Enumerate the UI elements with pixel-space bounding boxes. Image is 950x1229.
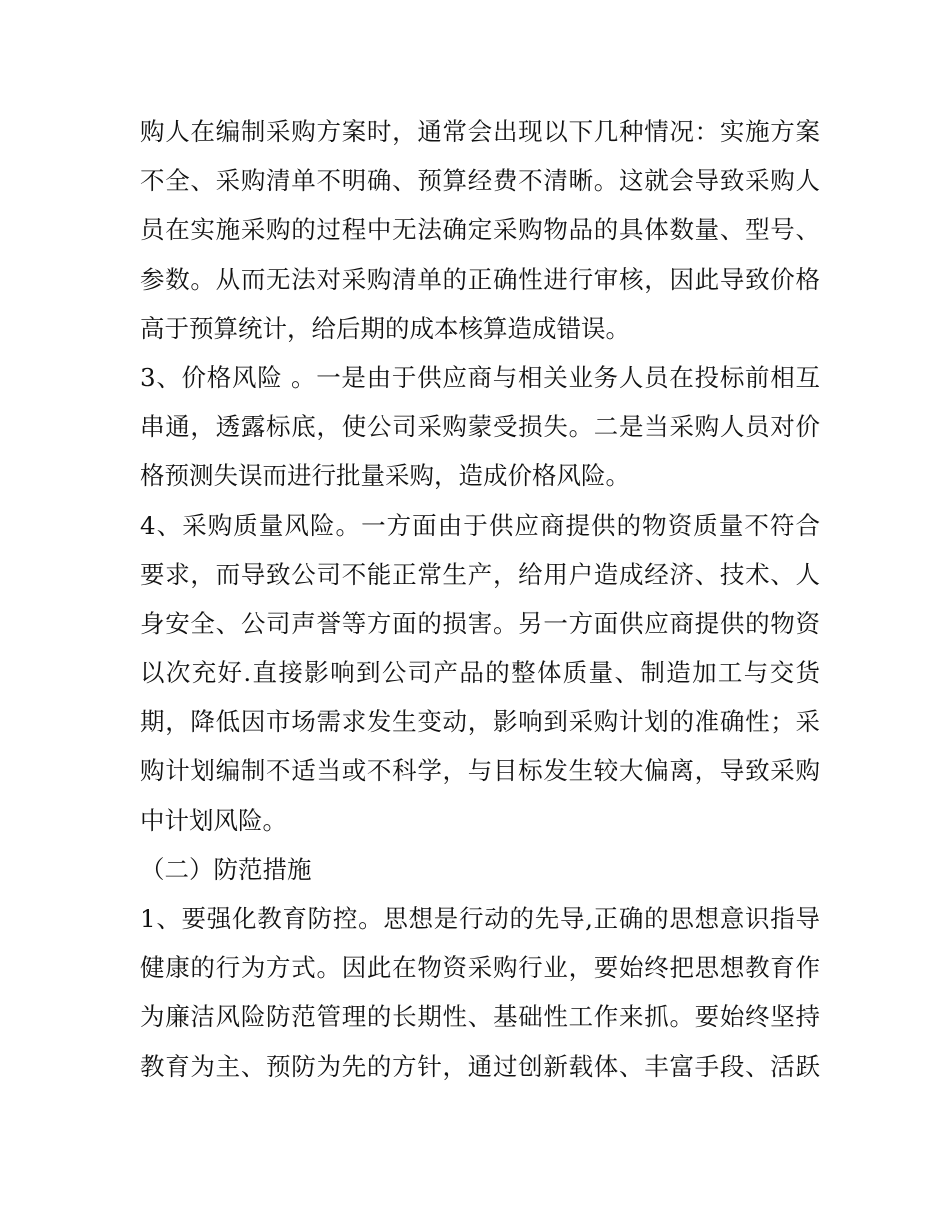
text-line: 购人在编制采购方案时，通常会出现以下几种情况：实施方案 <box>140 117 820 146</box>
section-heading: （二）防范措施 <box>140 854 312 884</box>
text-line: 1、要强化教育防控。思想是行动的先导,正确的思想意识指导 <box>140 904 820 933</box>
text-line: 健康的行为方式。因此在物资采购行业，要始终把思想教育作 <box>140 953 820 983</box>
text-line: 员在实施采购的过程中无法确定采购物品的具体数量、型号、 <box>140 215 820 245</box>
text-line: 以次充好.直接影响到公司产品的整体质量、制造加工与交货 <box>140 658 820 688</box>
text-line: 3、价格风险 。一是由于供应商与相关业务人员在投标前相互 <box>140 362 820 392</box>
body-text <box>140 107 820 1091</box>
text-line: 格预测失误而进行批量采购，造成价格风险。 <box>140 461 630 491</box>
text-line: 串通，透露标底，使公司采购蒙受损失。二是当采购人员对价 <box>140 412 820 442</box>
text-line: 期，降低因市场需求发生变动，影响到采购计划的准确性；采 <box>140 707 820 737</box>
text-line: 身安全、公司声誉等方面的损害。另一方面供应商提供的物资 <box>140 608 820 638</box>
text-line: 参数。从而无法对采购清单的正确性进行审核，因此导致价格 <box>140 264 820 294</box>
text-line: 4、采购质量风险。一方面由于供应商提供的物资质量不符合 <box>140 510 820 540</box>
text-line: 高于预算统计，给后期的成本核算造成错误。 <box>140 313 630 343</box>
text-line: 中计划风险。 <box>140 805 287 835</box>
text-line: 为廉洁风险防范管理的长期性、基础性工作来抓。要始终坚持 <box>140 1002 820 1032</box>
text-line: 购计划编制不适当或不科学，与目标发生较大偏离，导致采购 <box>140 756 820 786</box>
text-line: 教育为主、预防为先的方针，通过创新载体、丰富手段、活跃 <box>140 1051 820 1081</box>
text-line: 要求，而导致公司不能正常生产，给用户造成经济、技术、人 <box>140 559 820 589</box>
text-line: 不全、采购清单不明确、预算经费不清晰。这就会导致采购人 <box>140 166 820 196</box>
